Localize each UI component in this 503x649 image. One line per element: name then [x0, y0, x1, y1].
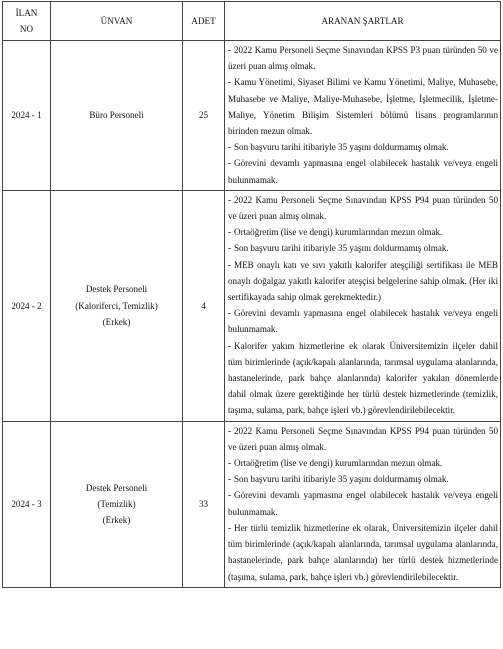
bullet-icon: - — [228, 490, 232, 501]
requirement-item — [228, 257, 498, 306]
header-row — [3, 2, 501, 41]
unvan-line: Büro Personeli — [89, 110, 144, 121]
requirement-item — [228, 338, 498, 419]
requirement-text: MEB onaylı katı ve sıvı yakıtlı kalorifer ateşçiliği sertifikası ile MEB onaylı doğalgaz yakıtlı kalorifer ateşçisi belgelerine sahip olmak. (Her iki sertifikayada sahip olmak gerekmektedir.) — [228, 259, 498, 303]
requirement-text: Kamu Yönetimi, Siyaset Bilimi ve Kamu Yönetimi, Maliye, Muhasebe, Muhasebe ve Maliye, Maliye-Muhasebe, İşletme, İşletmecilik, İşletme-Maliye, Yönetim Bilişim Sistemleri bölümü lisans programlarının birinden mezun olmak. — [228, 77, 498, 137]
bullet-icon: - — [228, 458, 232, 469]
requirement-item — [228, 471, 498, 487]
requirement-text: 2022 Kamu Personeli Seçme Sınavından KPSS P3 puan türünden 50 ve üzeri puan almış olmak. — [228, 45, 498, 72]
requirement-item — [228, 192, 498, 224]
bullet-icon: - — [228, 522, 232, 533]
requirement-item — [228, 487, 498, 519]
requirement-item — [228, 240, 498, 256]
requirement-text: Son başvuru tarihi itibariyle 35 yaşını doldurmamış olmak. — [234, 474, 449, 485]
requirement-text: Ortaöğretim (lise ve dengi) kurumlarından mezun olmak. — [234, 227, 443, 238]
requirement-text: Kalorifer yakım hizmetlerine ek olarak Üniversitemizin ilçeler dahil tüm birimlerinde (açık/kapalı alanlarında, tarımsal uygulama alanlarında, hastanelerinde, park bahçe alanlarında) kalorifer yakılan dönemlerde dahil olmak üzere gerektiğinde her türlü destek hizmetlerinde (temizlik, taşıma, sulama, park, bahçe işleri vb.) görevlendirilebilecektir. — [228, 340, 498, 416]
requirement-item — [228, 520, 498, 585]
bullet-icon: - — [228, 259, 232, 270]
header-ilan-no-line2: NO — [19, 24, 34, 34]
requirement-item — [228, 224, 498, 240]
unvan-line: Destek Personeli — [85, 284, 148, 295]
bullet-icon: - — [228, 308, 232, 319]
bullet-icon: - — [228, 142, 232, 153]
unvan-cell — [51, 190, 183, 421]
requirement-text: Son başvuru tarihi itibariyle 35 yaşını doldurmamış olmak. — [234, 243, 449, 254]
ilan-no-cell: 2024 - 1 — [3, 41, 51, 191]
unvan-line: (Kaloriferci, Temizlik) — [75, 300, 158, 311]
header-unvan: ÜNVAN — [51, 2, 183, 41]
requirement-text: 2022 Kamu Personeli Seçme Sınavından KPSS P94 puan türünden 50 ve üzeri puan almış olmak. — [228, 425, 498, 452]
table-row — [3, 421, 501, 587]
requirement-text: Görevini devamlı yapmasına engel olabilecek hastalık ve/veya engeli bulunmamak. — [228, 158, 498, 185]
adet-cell: 33 — [183, 421, 225, 587]
header-ilan-no-line1: İLAN — [15, 8, 38, 18]
unvan-line: Destek Personeli — [85, 482, 148, 493]
bullet-icon: - — [228, 45, 232, 55]
adet-cell: 4 — [183, 190, 225, 421]
bullet-icon: - — [228, 425, 232, 436]
requirement-item — [228, 42, 498, 74]
bullet-icon: - — [228, 227, 232, 238]
unvan-cell — [51, 41, 183, 191]
unvan-line: (Erkek) — [102, 515, 131, 526]
requirement-text: 2022 Kamu Personeli Seçme Sınavından KPSS P94 puan türünden 50 ve üzeri puan almış olmak. — [228, 194, 498, 222]
bullet-icon: - — [228, 474, 232, 485]
bullet-icon: - — [228, 158, 232, 169]
unvan-cell — [51, 421, 183, 587]
bullet-icon: - — [228, 194, 232, 205]
requirement-item — [228, 139, 498, 155]
table-row — [3, 41, 501, 191]
ilan-no-cell: 2024 - 2 — [3, 190, 51, 421]
requirements-cell — [225, 190, 501, 421]
requirements-cell — [225, 41, 501, 191]
requirement-item — [228, 423, 498, 455]
requirement-text: Görevini devamlı yapmasına engel olabilecek hastalık ve/veya engeli bulunmamak. — [228, 490, 498, 517]
job-postings-table — [2, 1, 501, 588]
requirement-item — [228, 305, 498, 337]
requirement-item — [228, 455, 498, 471]
requirement-text: Görevini devamlı yapmasına engel olabilecek hastalık ve/veya engeli bulunmamak. — [228, 308, 498, 335]
bullet-icon: - — [228, 340, 232, 351]
requirement-text: Son başvuru tarihi itibariyle 35 yaşını doldurmamış olmak. — [234, 142, 449, 153]
header-adet: ADET — [183, 2, 225, 41]
requirements-cell — [225, 421, 501, 587]
bullet-icon: - — [228, 77, 232, 88]
requirement-item — [228, 74, 498, 139]
unvan-line: (Temizlik) — [97, 499, 136, 510]
header-aranan-sartlar: ARANAN ŞARTLAR — [225, 2, 501, 41]
requirement-item — [228, 155, 498, 187]
requirement-text: Ortaöğretim (lise ve dengi) kurumlarından mezun olmak. — [234, 458, 443, 469]
ilan-no-cell: 2024 - 3 — [3, 421, 51, 587]
adet-cell: 25 — [183, 41, 225, 191]
table-row — [3, 190, 501, 421]
bullet-icon: - — [228, 243, 232, 254]
requirement-text: Her türlü temizlik hizmetlerine ek olarak, Üniversitemizin ilçeler dahil tüm birimlerinde (açık/kapalı alanlarında, tarımsal uygulama alanlarında, hastanelerinde, park bahçe alanlarında) her türlü destek hizmetlerinde (taşıma, sulama, park, bahçe işleri vb.) görevlendirilebilecektir. — [228, 522, 498, 582]
header-ilan-no — [3, 2, 51, 41]
unvan-line: (Erkek) — [102, 316, 131, 327]
